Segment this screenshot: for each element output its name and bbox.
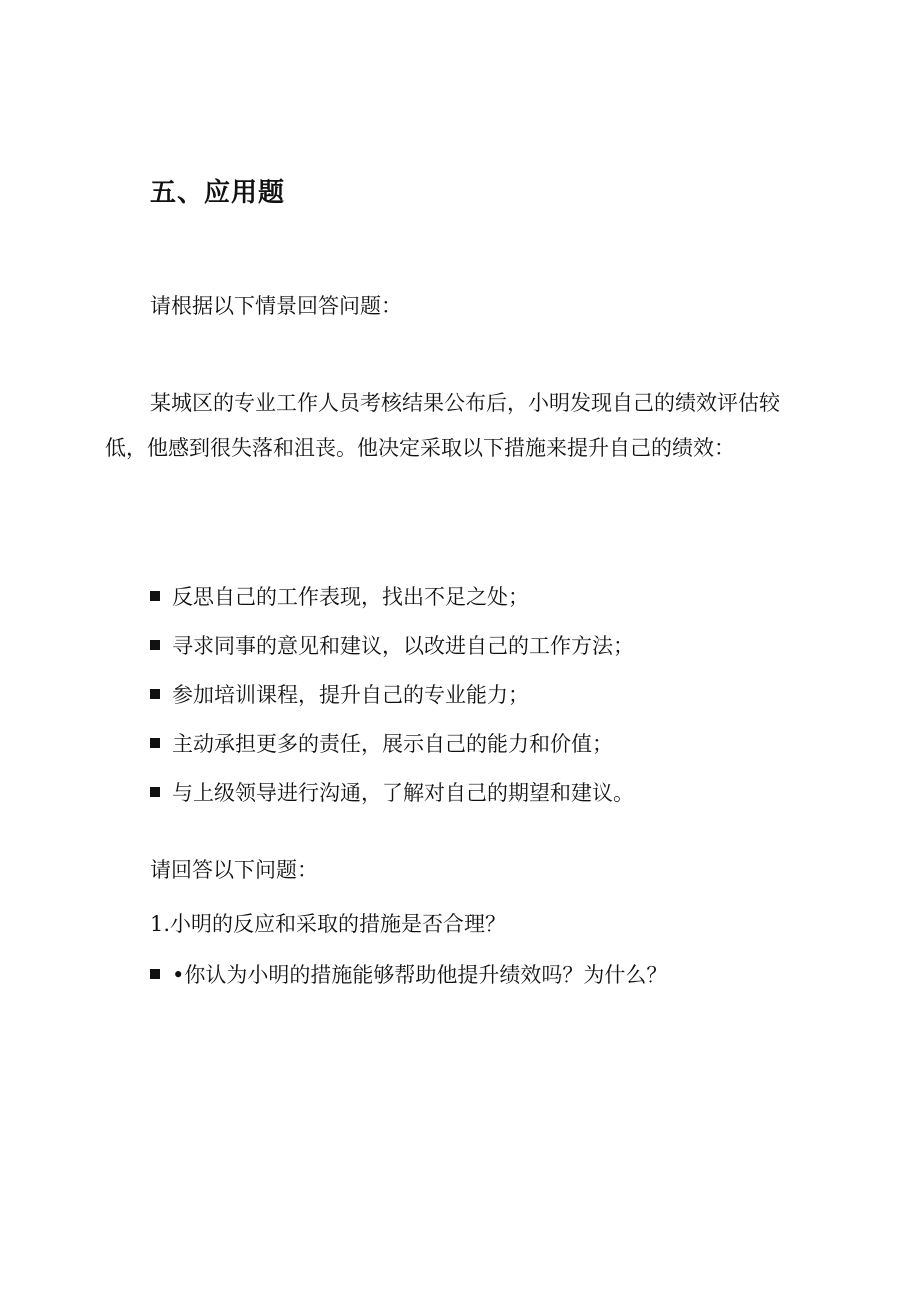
square-bullet-icon: [150, 787, 160, 797]
square-bullet-icon: [150, 969, 160, 979]
list-item: [150, 767, 634, 816]
list-item-text: 寻求同事的意见和建议，以改进自己的工作方法；: [172, 633, 634, 658]
question-1-sub: [150, 959, 667, 989]
list-item-text: 反思自己的工作表现，找出不足之处；: [172, 584, 529, 609]
intro-text: 请根据以下情景回答问题：: [150, 294, 402, 318]
list-item: [150, 669, 634, 718]
square-bullet-icon: [150, 738, 160, 748]
measures-list: [150, 571, 634, 816]
list-item: [150, 620, 634, 669]
section-heading: 五、应用题: [150, 178, 286, 208]
question-1: 1.小明的反应和采取的措施是否合理？: [150, 912, 507, 936]
scenario-paragraph: 某城区的专业工作人员考核结果公布后，小明发现自己的绩效评估较低，他感到很失落和沮丧。他决定采取以下措施来提升自己的绩效：: [105, 391, 780, 460]
list-item: [150, 571, 634, 620]
square-bullet-icon: [150, 640, 160, 650]
question-1-sub-text: •你认为小明的措施能够帮助他提升绩效吗？为什么？: [172, 963, 668, 987]
list-item: [150, 718, 634, 767]
square-bullet-icon: [150, 689, 160, 699]
list-item-text: 与上级领导进行沟通，了解对自己的期望和建议。: [172, 780, 634, 805]
questions-lead: 请回答以下问题：: [150, 858, 318, 882]
list-item-text: 主动承担更多的责任，展示自己的能力和价值；: [172, 731, 613, 756]
square-bullet-icon: [150, 591, 160, 601]
list-item-text: 参加培训课程，提升自己的专业能力；: [172, 682, 529, 707]
